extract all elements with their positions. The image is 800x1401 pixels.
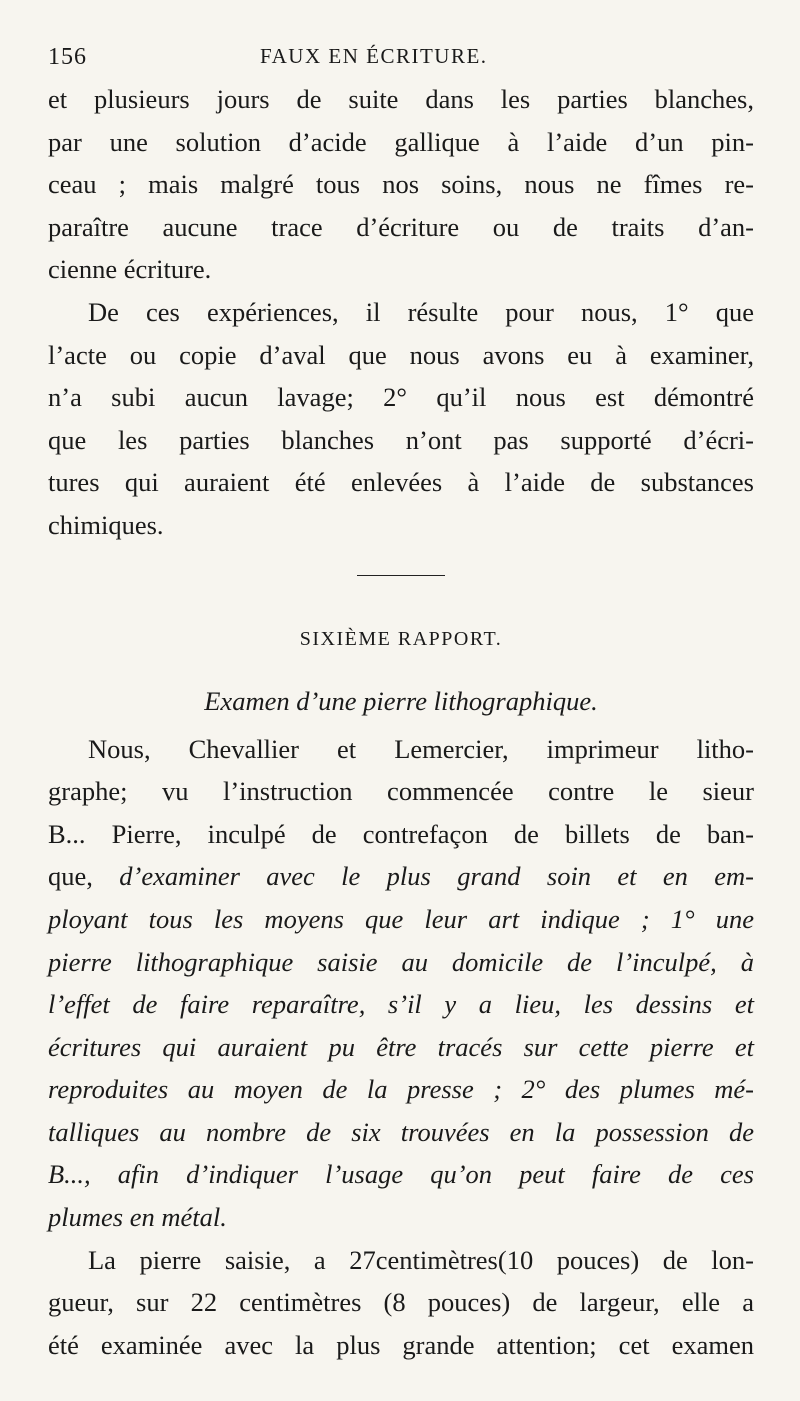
text-line: pierre lithographique saisie au domicile de l’inculpé, à	[48, 946, 754, 977]
text-line: tures qui auraient été enlevées à l’aide de substances	[48, 467, 754, 498]
text-italic: d’examiner avec le plus grand soin et en em-	[119, 861, 754, 892]
paragraph-stone	[48, 1239, 754, 1367]
text-line: écritures qui auraient pu être tracés sur cette pierre et	[48, 1031, 754, 1062]
text-line: La pierre saisie, a 27centimètres(10 pouces) de lon-	[88, 1244, 754, 1275]
section-divider	[357, 575, 445, 576]
section-title: SIXIÈME RAPPORT.	[299, 627, 503, 650]
text-line: gueur, sur 22 centimètres (8 pouces) de largeur, elle a	[48, 1287, 754, 1318]
text-line: B..., afin d’indiquer l’usage qu’on peut faire de ces	[48, 1159, 754, 1190]
paragraph-report	[48, 728, 754, 1239]
page-number: 156	[48, 44, 87, 70]
text-line: l’effet de faire reparaître, s’il y a lieu, les dessins et	[48, 989, 754, 1020]
text-line: cienne écriture.	[48, 254, 212, 285]
text-line: plumes en métal.	[48, 1202, 227, 1233]
text-line: n’a subi aucun lavage; 2° qu’il nous est démontré	[48, 382, 754, 413]
text-line: l’acte ou copie d’aval que nous avons eu à examiner,	[48, 339, 754, 370]
text-line: B... Pierre, inculpé de contrefaçon de billets de ban-	[48, 818, 754, 849]
text-line: ployant tous les moyens que leur art indique ; 1° une	[48, 903, 754, 934]
text-line: que les parties blanches n’ont pas supporté d’écri-	[48, 424, 754, 455]
text-line: par une solution d’acide gallique à l’aide d’un pin-	[48, 126, 754, 157]
paragraph-conclusion	[48, 291, 754, 547]
text-line: graphe; vu l’instruction commencée contre le sieur	[48, 776, 754, 807]
text-line: et plusieurs jours de suite dans les parties blanches,	[48, 84, 754, 114]
text-line: reproduites au moyen de la presse ; 2° des plumes mé-	[48, 1074, 754, 1105]
text-line: Nous, Chevallier et Lemercier, imprimeur litho-	[88, 733, 754, 764]
text-line: paraître aucune trace d’écriture ou de traits d’an-	[48, 211, 754, 242]
text-line: ceau ; mais malgré tous nos soins, nous ne fîmes re-	[48, 169, 754, 200]
paragraph-continuation	[48, 78, 754, 291]
section-subtitle: Examen d’une pierre lithographique.	[204, 685, 598, 716]
text-line: chimiques.	[48, 509, 164, 540]
running-title: FAUX EN ÉCRITURE.	[260, 44, 488, 68]
text-line-mixed	[48, 855, 754, 898]
text-line: talliques au nombre de six trouvées en la possession de	[48, 1116, 754, 1147]
text-line: été examinée avec la plus grande attention; cet examen	[48, 1329, 754, 1360]
text-roman: que,	[48, 861, 120, 892]
text-line: De ces expériences, il résulte pour nous, 1° que	[88, 296, 754, 327]
running-head	[48, 38, 754, 78]
